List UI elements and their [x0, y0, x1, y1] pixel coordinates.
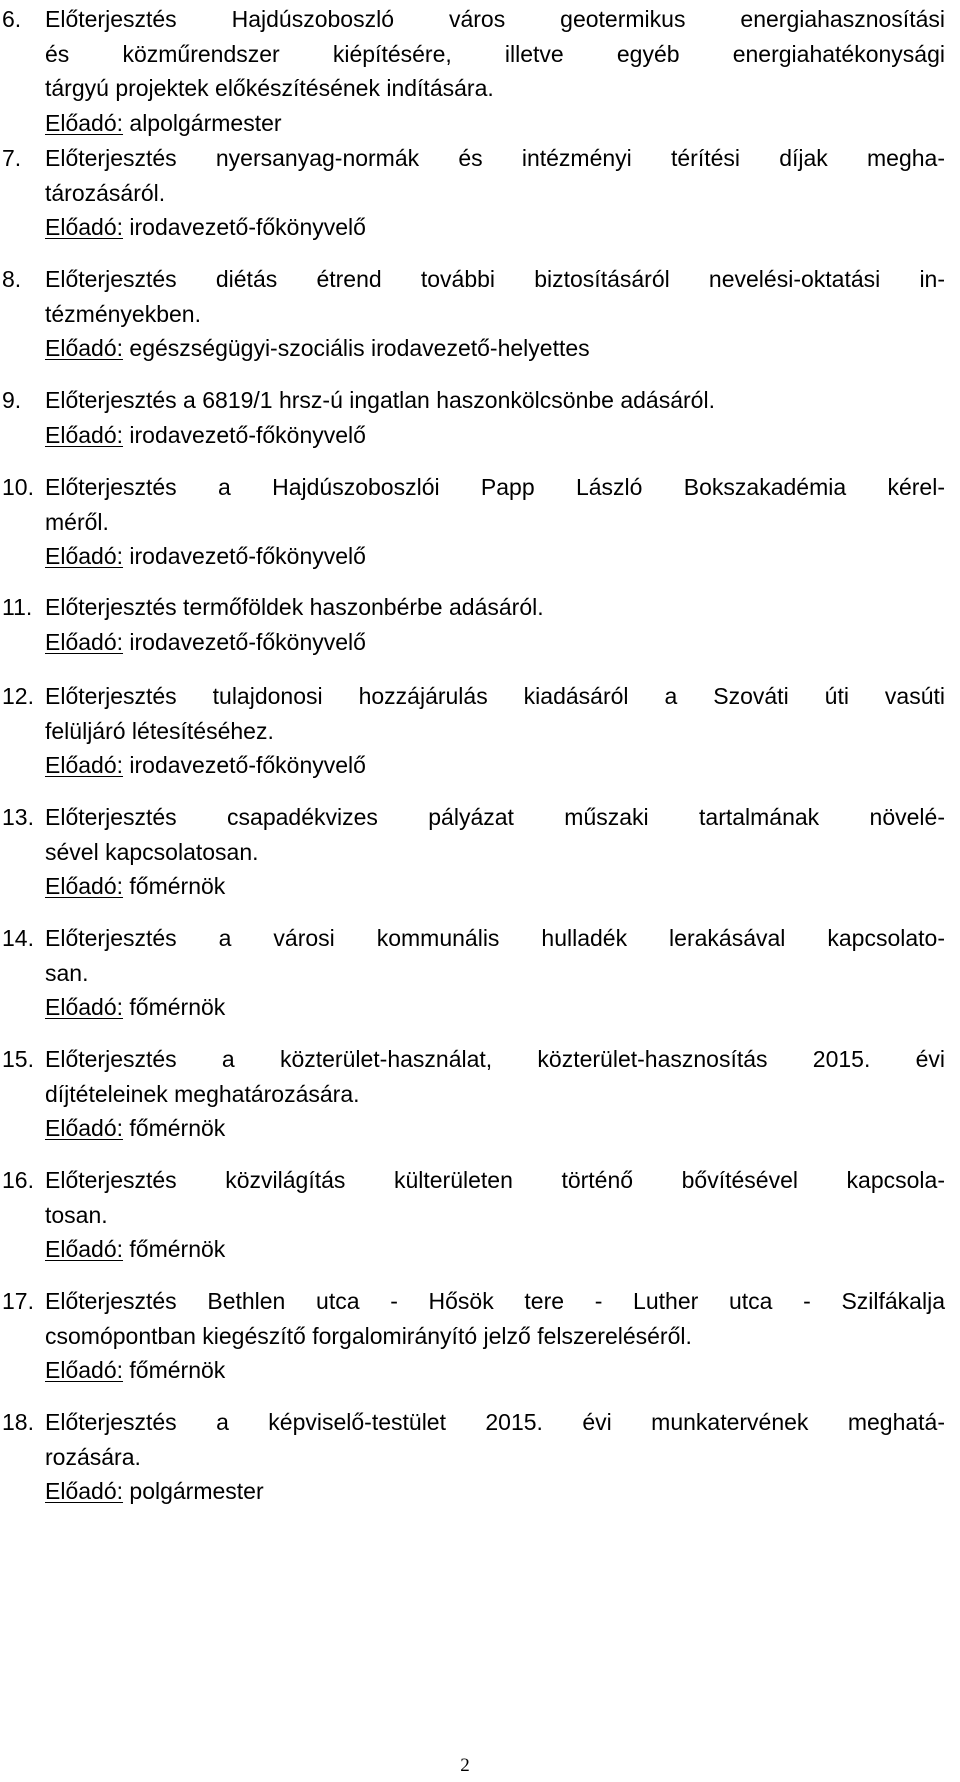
agenda-item-title-line: Előterjesztés tulajdonosi hozzájárulás kiadásáról a Szováti úti vasúti — [45, 683, 945, 709]
agenda-item-title-line: Előterjesztés a képviselő-testület 2015. évi munkatervének meghatá- — [45, 1409, 945, 1435]
agenda-item-presenter — [45, 625, 945, 660]
agenda-item-number: 8. — [2, 266, 22, 292]
agenda-item-body — [45, 800, 945, 904]
presenter-name: főmérnök — [129, 1236, 226, 1262]
agenda-item-body — [45, 383, 945, 452]
presenter-name: főmérnök — [129, 994, 226, 1020]
agenda-item-title-line: Előterjesztés a Hajdúszoboszlói Papp László Bokszakadémia kérel- — [45, 474, 945, 500]
agenda-item-number: 11. — [2, 594, 33, 620]
agenda-item-title-line: tározásáról. — [45, 179, 166, 206]
agenda-item-number: 9. — [2, 387, 22, 413]
agenda-item-title-line: sével kapcsolatosan. — [45, 838, 259, 865]
agenda-item-title-line: díjtételeinek meghatározására. — [45, 1080, 360, 1107]
agenda-item-number: 13. — [2, 804, 34, 830]
agenda-item-title-line: Előterjesztés nyersanyag-normák és intézményi térítési díjak megha- — [45, 145, 945, 171]
agenda-item-number: 6. — [2, 6, 22, 32]
presenter-label: Előadó: — [45, 1236, 124, 1262]
presenter-label: Előadó: — [45, 543, 124, 569]
agenda-item-title-line: Előterjesztés termőföldek haszonbérbe adásáról. — [45, 594, 544, 620]
agenda-item-title-line: san. — [45, 959, 89, 986]
agenda-item-title-line: tosan. — [45, 1201, 108, 1228]
presenter-label: Előadó: — [45, 214, 124, 240]
presenter-label: Előadó: — [45, 1115, 124, 1141]
agenda-item-body — [45, 1405, 945, 1509]
agenda-item-title-line: felüljáró létesítéséhez. — [45, 717, 274, 744]
agenda-item-body — [45, 262, 945, 366]
agenda-item-body — [45, 679, 945, 783]
agenda-item-number: 17. — [2, 1288, 34, 1314]
agenda-item-number: 15. — [2, 1046, 34, 1072]
agenda-item-title-line: rozására. — [45, 1443, 141, 1470]
presenter-label: Előadó: — [45, 628, 124, 655]
agenda-item-presenter — [45, 210, 945, 245]
agenda-item-presenter — [45, 1111, 945, 1146]
presenter-label: Előadó: — [45, 1478, 124, 1504]
presenter-name: egészségügyi-szociális irodavezető-helyettes — [129, 335, 590, 361]
presenter-label: Előadó: — [45, 994, 124, 1020]
agenda-item-title-line: Előterjesztés a közterület-használat, közterület-hasznosítás 2015. évi — [45, 1046, 945, 1072]
presenter-name: irodavezető-főkönyvelő — [129, 421, 366, 448]
agenda-item-presenter — [45, 990, 945, 1025]
presenter-name: főmérnök — [129, 1115, 226, 1141]
presenter-name: polgármester — [129, 1478, 264, 1504]
presenter-name: főmérnök — [129, 1357, 226, 1383]
agenda-item-number: 16. — [2, 1167, 34, 1193]
agenda-item-title-line: tézményekben. — [45, 300, 201, 327]
presenter-label: Előadó: — [45, 421, 124, 448]
agenda-item-body — [45, 1284, 945, 1388]
presenter-name: irodavezető-főkönyvelő — [129, 628, 366, 655]
agenda-item-title-line: Előterjesztés diétás étrend további biztosításáról nevelési-oktatási in- — [45, 266, 945, 292]
page-number: 2 — [460, 1755, 470, 1776]
agenda-item-presenter — [45, 418, 945, 453]
agenda-item-body — [45, 141, 945, 245]
agenda-item-number: 18. — [2, 1409, 34, 1435]
presenter-name: irodavezető-főkönyvelő — [129, 214, 366, 240]
agenda-item-title-line: Előterjesztés közvilágítás külterületen történő bővítésével kapcsola- — [45, 1167, 945, 1193]
agenda-item-title-line: Előterjesztés a városi kommunális hulladék lerakásával kapcsolato- — [45, 925, 945, 951]
presenter-label: Előadó: — [45, 1357, 124, 1383]
agenda-item-title-line: Előterjesztés Hajdúszoboszló város geotermikus energiahasznosítási — [45, 6, 945, 32]
agenda-item-presenter — [45, 331, 945, 366]
agenda-item-body — [45, 2, 945, 140]
agenda-item-presenter — [45, 748, 945, 783]
agenda-item-number: 12. — [2, 683, 34, 709]
agenda-item-title-line: Előterjesztés Bethlen utca - Hősök tere - Luther utca - Szilfákalja — [45, 1288, 945, 1314]
presenter-name: irodavezető-főkönyvelő — [129, 543, 366, 569]
presenter-label: Előadó: — [45, 752, 124, 778]
agenda-item-body — [45, 590, 945, 659]
agenda-item-title-line: tárgyú projektek előkészítésének indítására. — [45, 75, 494, 101]
presenter-label: Előadó: — [45, 335, 124, 361]
agenda-item-body — [45, 470, 945, 574]
agenda-item-body — [45, 921, 945, 1025]
agenda-item-title-line: Előterjesztés a 6819/1 hrsz-ú ingatlan haszonkölcsönbe adásáról. — [45, 387, 715, 413]
agenda-item-presenter — [45, 1353, 945, 1388]
agenda-item-presenter — [45, 106, 945, 141]
presenter-label: Előadó: — [45, 873, 124, 899]
presenter-name: alpolgármester — [129, 109, 282, 136]
agenda-item-number: 10. — [2, 474, 34, 500]
agenda-item-presenter — [45, 1474, 945, 1509]
agenda-item-title-line: és közműrendszer kiépítésére, illetve egyéb energiahatékonysági — [45, 40, 945, 67]
agenda-item-number: 14. — [2, 925, 34, 951]
presenter-label: Előadó: — [45, 109, 124, 136]
agenda-item-presenter — [45, 869, 945, 904]
agenda-item-title-line: méről. — [45, 508, 109, 535]
agenda-item-title-line: Előterjesztés csapadékvizes pályázat műszaki tartalmának növelé- — [45, 804, 945, 830]
agenda-item-presenter — [45, 539, 945, 574]
agenda-item-presenter — [45, 1232, 945, 1267]
agenda-item-body — [45, 1163, 945, 1267]
presenter-name: irodavezető-főkönyvelő — [129, 752, 366, 778]
agenda-item-body — [45, 1042, 945, 1146]
agenda-item-title-line: csomópontban kiegészítő forgalomirányító jelző felszereléséről. — [45, 1322, 692, 1349]
agenda-item-number: 7. — [2, 145, 22, 171]
presenter-name: főmérnök — [129, 873, 226, 899]
